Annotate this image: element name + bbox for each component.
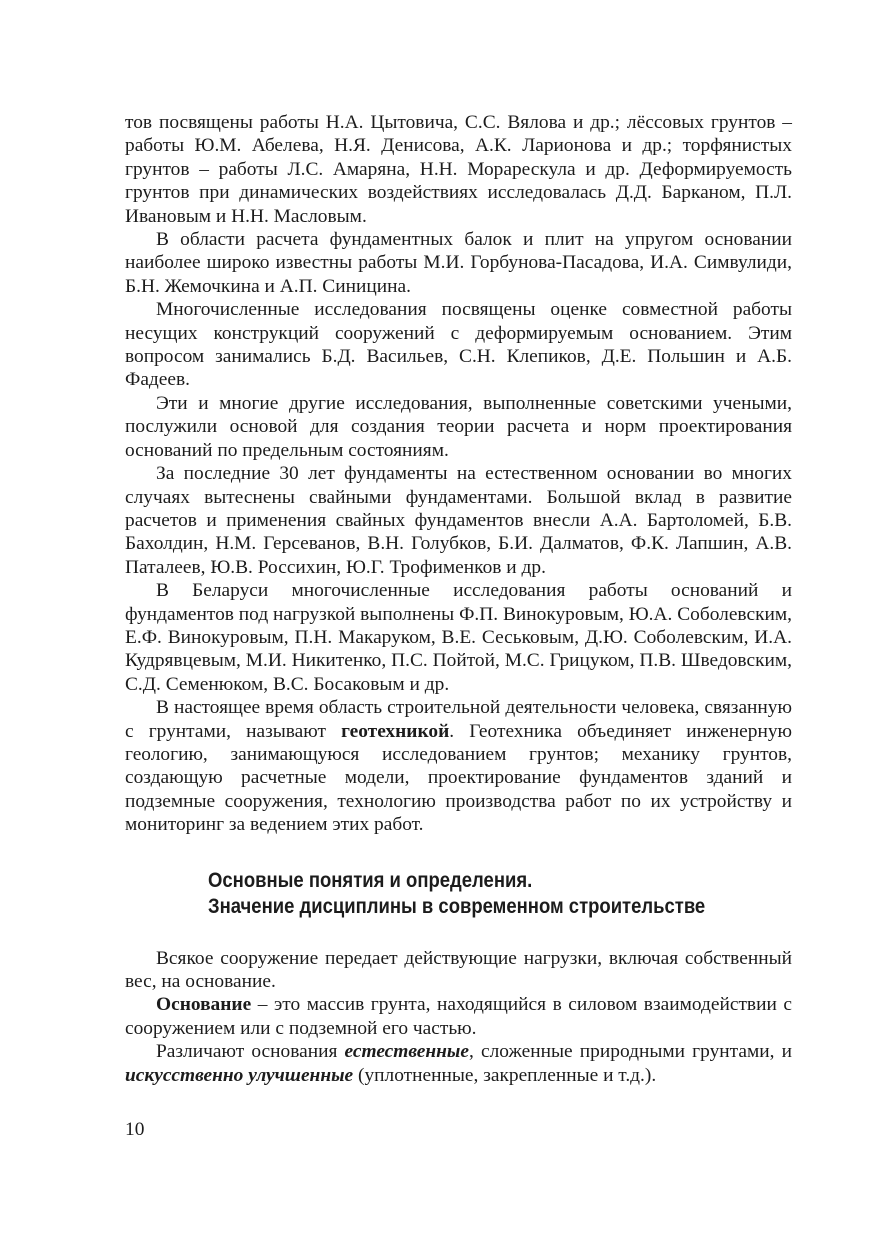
paragraph-2: В области расчета фундаментных балок и плит на упругом основании наиболее широко известны работы М.И. Горбунова-Пасадова, И.А. Симвулиди, Б.Н. Жемочкина и А.П. Синицина.: [125, 229, 792, 297]
p9-text: – это массив грунта, находящийся в силовом взаимодействии с сооружением или с подземной его частью.: [125, 994, 792, 1039]
p10-text-a: Различают основания: [156, 1041, 345, 1063]
paragraph-6: В Беларуси многочисленные исследования работы оснований и фундаментов под нагрузкой выполнены Ф.П. Винокуровым, Ю.А. Соболевским, Е.Ф. Винокуровым, П.Н. Макаруком, В.Е. Сеськовым, Д.Ю. Соболевским, И.А. Кудрявцевым, М.И. Никитенко, П.С. Пойтой, М.С. Грицуком, П.В. Шведовским, С.Д. Семенюком, В.С. Босаковым и др.: [125, 580, 792, 695]
heading-line-1: Основные понятия и определения.: [208, 868, 533, 892]
page-number: 10: [125, 1119, 145, 1140]
paragraph-7: [125, 696, 792, 836]
paragraph-10: [125, 1040, 792, 1087]
paragraph-9: [125, 993, 792, 1040]
term-artificially-improved: искусственно улучшенные: [125, 1064, 354, 1086]
term-foundation: Основание: [156, 994, 252, 1016]
term-geotechnics: геотехникой: [341, 720, 450, 742]
p10-text-c: (уплотненные, закрепленные и т.д.).: [353, 1064, 657, 1086]
paragraph-5: За последние 30 лет фундаменты на естественном основании во многих случаях вытеснены свайными фундаментами. Большой вклад в развитие расчетов и применения свайных фундаментов внесли А.А. Бартоломей, Б.В. Бахолдин, Н.М. Герсеванов, В.Н. Голубков, Б.И. Далматов, Ф.К. Лапшин, А.В. Паталеев, Ю.В. Россихин, Ю.Г. Трофименков и др.: [125, 463, 792, 578]
paragraph-4: Эти и многие другие исследования, выполненные советскими учеными, послужили основой для создания теории расчета и норм проектирования оснований по предельным состояниям.: [125, 392, 792, 461]
p7-text-before: В настоящее время область строительной деятельности человека, связанную с грунтами, называют: [125, 697, 792, 742]
p7-text-after: . Геотехника объединяет инженерную геологию, занимающуюся исследованием грунтов; механику грунтов, создающую расчетные модели, проектирование фундаментов зданий и подземные сооружения, технологию производства работ по их устройству и мониторинг за ведением этих работ.: [125, 720, 792, 836]
p10-text-b: , сложенные природными грунтами, и: [469, 1041, 792, 1063]
page-body: [125, 111, 792, 1087]
section-heading: [208, 868, 722, 920]
term-natural: естественные: [344, 1041, 469, 1063]
paragraph-3: Многочисленные исследования посвящены оценке совместной работы несущих конструкций сооружений с деформируемым основанием. Этим вопросом занимались Б.Д. Васильев, С.Н. Клепиков, Д.Е. Польшин и А.Б. Фадеев.: [125, 299, 792, 391]
paragraph-8: Всякое сооружение передает действующие нагрузки, включая собственный вес, на основание.: [125, 947, 792, 992]
paragraph-1: тов посвящены работы Н.А. Цытовича, С.С. Вялова и др.; лёссовых грунтов – работы Ю.М. Абелева, Н.Я. Денисова, А.К. Ларионова и др.; торфянистых грунтов – работы Л.С. Амаряна, Н.Н. Морарескула и др. Деформируемость грунтов при динамических воздействиях исследовалась Д.Д. Барканом, П.Л. Ивановым и Н.Н. Масловым.: [125, 112, 792, 227]
heading-line-2: Значение дисциплины в современном строительстве: [208, 894, 706, 918]
